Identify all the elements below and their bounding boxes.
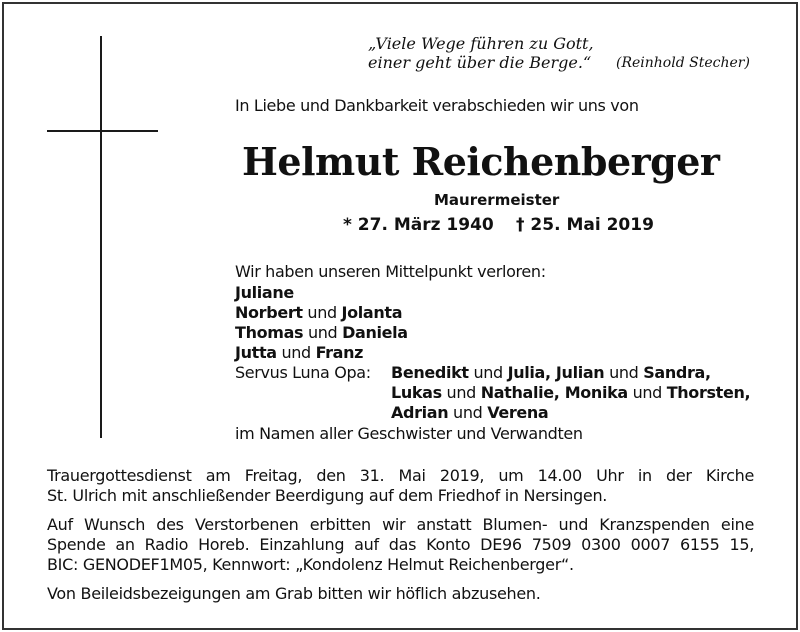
intro-text: In Liebe und Dankbarkeit verabschieden wir uns von [235, 96, 639, 115]
mourner-name: Juliane [235, 283, 294, 302]
deceased-name: Helmut Reichenberger [242, 139, 720, 184]
conjunction: und [627, 383, 667, 402]
separator: , [704, 363, 711, 382]
mourner-name: Nathalie [480, 383, 554, 402]
conjunction: und [468, 363, 508, 382]
mourner-line-2 [235, 303, 402, 323]
quote-line-2: einer geht über die Berge.“ [368, 53, 592, 72]
mourner-line-1 [235, 283, 294, 303]
mourner-line-3 [235, 323, 408, 343]
mourner-name: Julian [555, 363, 605, 382]
quote-line-1: „Viele Wege führen zu Gott, [368, 34, 594, 53]
mourner-line-4 [235, 343, 363, 363]
conjunction: und [448, 403, 488, 422]
mourners-closing: im Namen aller Geschwister und Verwandten [235, 424, 583, 443]
mourner-name: Monika [564, 383, 628, 402]
mourner-name: Benedikt [391, 363, 469, 382]
quote-author: (Reinhold Stecher) [616, 55, 750, 71]
separator: , [744, 383, 751, 402]
grandchildren-line-2 [391, 383, 750, 403]
service-line-1: Trauergottesdienst am Freitag, den 31. Mai 2019, um 14.00 Uhr in der Kirche [47, 466, 754, 485]
separator: , [544, 363, 556, 382]
mourner-name: Julia [507, 363, 545, 382]
donation-line-2: Spende an Radio Horeb. Einzahlung auf das Konto DE96 7509 0300 0007 6155 15, [47, 535, 754, 554]
grandchildren-label: Servus Luna Opa: [235, 363, 371, 382]
separator: , [553, 383, 565, 402]
mourners-intro: Wir haben unseren Mittelpunkt verloren: [235, 262, 546, 281]
mourner-name: Thorsten [666, 383, 745, 402]
deceased-profession: Maurermeister [434, 191, 560, 209]
mourner-name: Daniela [342, 323, 408, 342]
condolence-note: Von Beileidsbezeigungen am Grab bitten wir höflich abzusehen. [47, 584, 541, 603]
conjunction: und [303, 323, 343, 342]
mourner-name: Jutta [235, 343, 277, 362]
mourner-name: Verena [487, 403, 549, 422]
cross-horizontal-beam [47, 130, 158, 132]
mourner-name: Adrian [391, 403, 449, 422]
conjunction: und [302, 303, 342, 322]
donation-line-1: Auf Wunsch des Verstorbenen erbitten wir anstatt Blumen- und Kranzspenden eine [47, 515, 754, 534]
birth-date: * 27. März 1940 [343, 215, 494, 235]
donation-line-3: BIC: GENODEF1M05, Kennwort: „Kondolenz Helmut Reichenberger“. [47, 555, 574, 574]
mourner-name: Norbert [235, 303, 303, 322]
mourner-name: Sandra [643, 363, 705, 382]
conjunction: und [276, 343, 316, 362]
mourner-name: Lukas [391, 383, 442, 402]
grandchildren-line-3 [391, 403, 548, 423]
mourner-name: Franz [315, 343, 364, 362]
conjunction: und [441, 383, 481, 402]
mourner-name: Thomas [235, 323, 304, 342]
mourner-name: Jolanta [341, 303, 403, 322]
grandchildren-line-1 [391, 363, 711, 383]
service-line-2: St. Ulrich mit anschließender Beerdigung auf dem Friedhof in Nersingen. [47, 486, 608, 505]
cross-vertical-beam [100, 36, 102, 438]
death-date: † 25. Mai 2019 [516, 215, 654, 235]
conjunction: und [604, 363, 644, 382]
